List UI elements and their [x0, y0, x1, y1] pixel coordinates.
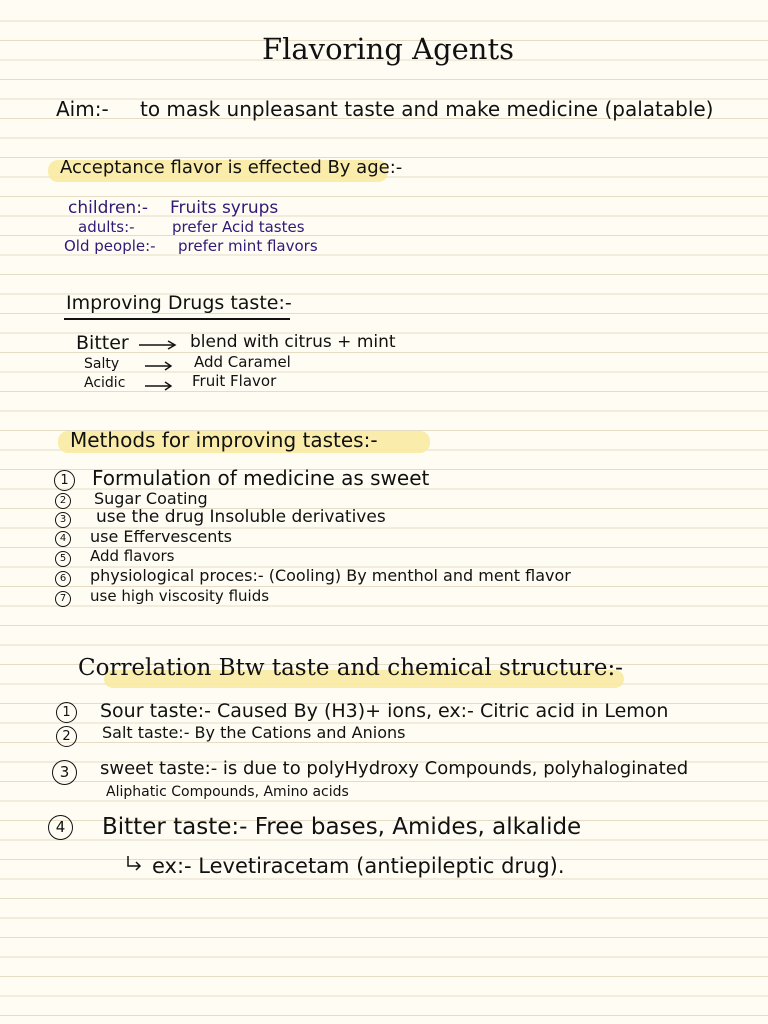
- arrow-icon: [138, 339, 178, 351]
- methods-number-6: 6: [55, 571, 71, 587]
- improving-taste-salty: Salty: [84, 356, 120, 372]
- correlation-item-4-example: ex:- Levetiracetam (antiepileptic drug).: [152, 854, 565, 878]
- acceptance-text-old: prefer mint flavors: [178, 237, 318, 255]
- improving-taste-bitter: Bitter: [76, 332, 129, 354]
- method-item-4: use Effervescents: [90, 527, 232, 546]
- improving-taste-acidic: Acidic: [84, 375, 126, 391]
- correlation-item-3-continued: Aliphatic Compounds, Amino acids: [106, 784, 349, 800]
- method-item-6: physiological proces:- (Cooling) By menthol and ment flavor: [90, 566, 571, 585]
- correlation-item-2: Salt taste:- By the Cations and Anions: [102, 723, 406, 742]
- acceptance-text-children: Fruits syrups: [170, 198, 279, 218]
- correlation-number-1: 1: [56, 702, 77, 723]
- correlation-number-4: 4: [48, 815, 73, 840]
- correlation-item-3: sweet taste:- is due to polyHydroxy Compounds, polyhaloginated: [100, 758, 689, 779]
- methods-number-5: 5: [55, 551, 71, 567]
- improving-underline: [64, 318, 290, 320]
- arrow-icon: [144, 381, 174, 391]
- methods-number-4: 4: [55, 531, 71, 547]
- aim-text: to mask unpleasant taste and make medicine (palatable): [140, 97, 714, 121]
- method-item-2: Sugar Coating: [94, 489, 208, 508]
- method-item-7: use high viscosity fluids: [90, 587, 270, 605]
- correlation-heading: Correlation Btw taste and chemical structure:-: [78, 655, 623, 681]
- improving-fix-acidic: Fruit Flavor: [192, 372, 277, 390]
- improving-heading: Improving Drugs taste:-: [66, 292, 292, 314]
- method-item-5: Add flavors: [90, 547, 175, 565]
- method-item-3: use the drug Insoluble derivatives: [96, 507, 386, 527]
- methods-number-2: 2: [55, 493, 71, 509]
- correlation-item-1: Sour taste:- Caused By (H3)+ ions, ex:- Citric acid in Lemon: [100, 700, 669, 722]
- methods-number-1: 1: [54, 470, 75, 491]
- methods-number-3: 3: [55, 512, 71, 528]
- methods-heading: Methods for improving tastes:-: [70, 428, 378, 452]
- acceptance-label-adults: adults:-: [78, 218, 135, 236]
- acceptance-heading: Acceptance flavor is effected By age:-: [60, 157, 403, 178]
- improving-fix-bitter: blend with citrus + mint: [190, 332, 396, 352]
- correlation-number-2: 2: [56, 726, 77, 747]
- correlation-number-3: 3: [52, 760, 77, 785]
- acceptance-text-adults: prefer Acid tastes: [172, 218, 305, 236]
- correlation-item-4: Bitter taste:- Free bases, Amides, alkalide: [102, 814, 582, 840]
- aim-label: Aim:-: [56, 97, 109, 121]
- acceptance-label-children: children:-: [68, 198, 149, 218]
- sub-arrow-icon: [124, 854, 144, 874]
- page-title: Flavoring Agents: [262, 32, 515, 66]
- arrow-icon: [144, 361, 174, 371]
- method-item-1: Formulation of medicine as sweet: [92, 466, 430, 490]
- acceptance-label-old: Old people:-: [64, 237, 156, 255]
- methods-number-7: 7: [55, 591, 71, 607]
- improving-fix-salty: Add Caramel: [194, 353, 291, 371]
